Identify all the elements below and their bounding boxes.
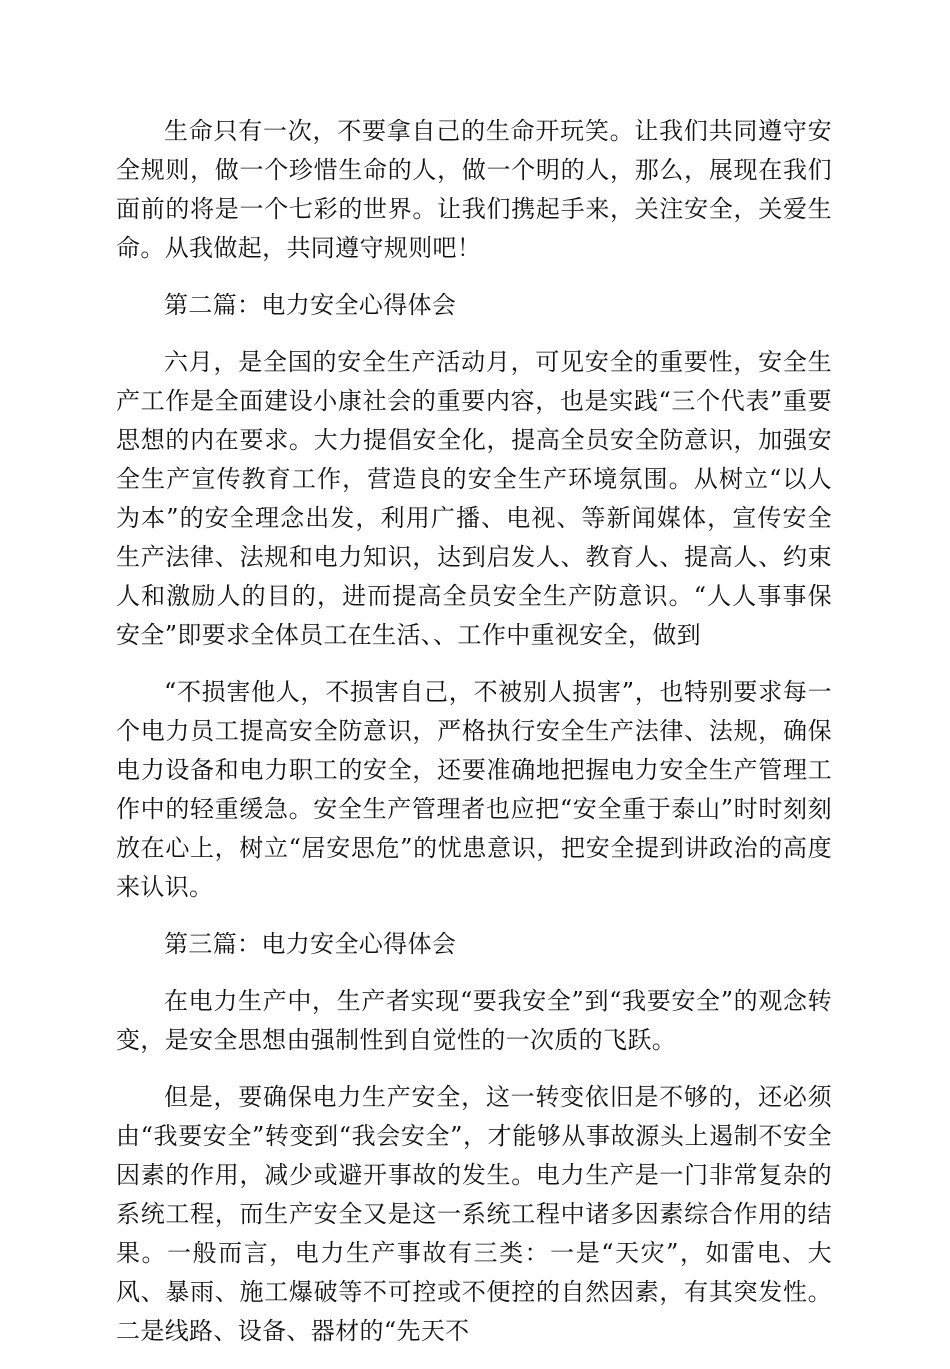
section-heading-3: 第三篇：电力安全心得体会 bbox=[164, 930, 457, 958]
section-heading-2: 第二篇：电力安全心得体会 bbox=[164, 291, 457, 319]
paragraph-intro-conclusion: 生命只有一次，不要拿自己的生命开玩笑。让我们共同遵守安全规则，做一个珍惜生命的人，做一个明的人，那么，展现在我们面前的将是一个七彩的世界。让我们携起手来，关注安全，关爱生命。从我做起，共同遵守规则吧！ bbox=[116, 117, 832, 262]
paragraph-section3-2: 但是，要确保电力生产安全，这一转变依旧是不够的，还必须由“我要安全”转变到“我会安全”，才能够从事故源头上遏制不安全因素的作用，减少或避开事故的发生。电力生产是一门非常复杂的系统工程，而生产安全又是这一系统工程中诸多因素综合作用的结果。一般而言，电力生产事故有三类：一是“天灾”，如雷电、大风、暴雨、施工爆破等不可控或不便控的自然因素，有其突发性。二是线路、设备、器材的“先天不 bbox=[116, 1083, 832, 1345]
document-body bbox=[116, 112, 832, 1369]
paragraph-section2-2: “不损害他人，不损害自己，不被别人损害”，也特别要求每一个电力员工提高安全防意识，严格执行安全生产法律、法规，确保电力设备和电力职工的安全，还要准确地把握电力安全生产管理工作中的轻重缓急。安全生产管理者也应把“安全重于泰山”时时刻刻放在心上，树立“居安思危”的忧患意识，把安全提到讲政治的高度来认识。 bbox=[116, 678, 832, 901]
paragraph-section2-1: 六月，是全国的安全生产活动月，可见安全的重要性，安全生产工作是全面建设小康社会的重要内容，也是实践“三个代表”重要思想的内在要求。大力提倡安全化，提高全员安全防意识，加强安全生产宣传教育工作，营造良的安全生产环境氛围。从树立“以人为本”的安全理念出发，利用广播、电视、等新闻媒体，宣传安全生产法律、法规和电力知识，达到启发人、教育人、提高人、约束人和激励人的目的，进而提高全员安全生产防意识。“人人事事保安全”即要求全体员工在生活、、工作中重视安全，做到 bbox=[116, 348, 832, 649]
paragraph-section3-1: 在电力生产中，生产者实现“要我安全”到“我要安全”的观念转变，是安全思想由强制性到自觉性的一次质的飞跃。 bbox=[116, 987, 832, 1054]
